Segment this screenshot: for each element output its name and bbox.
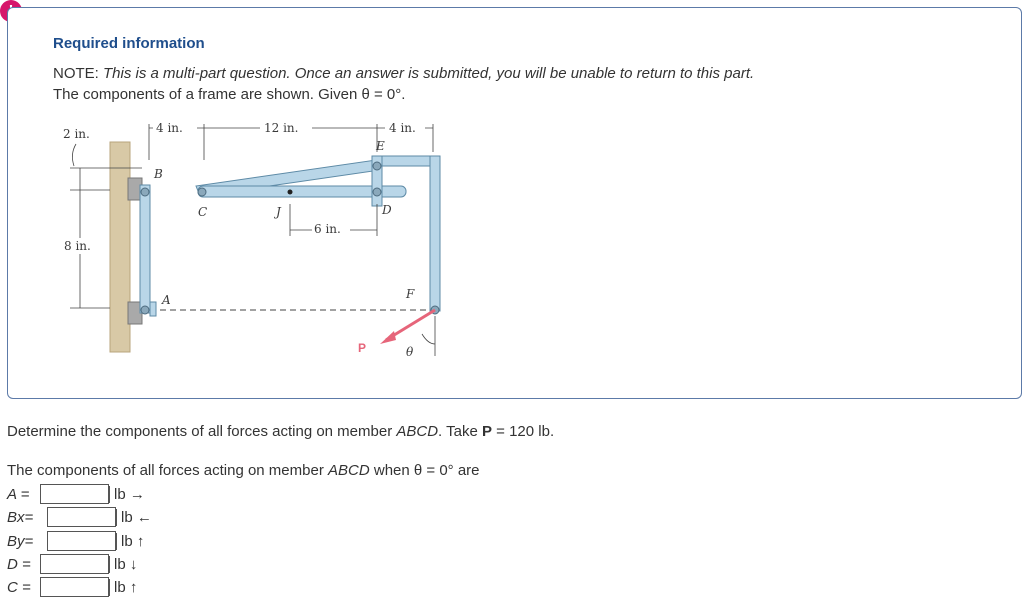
member-abcd-vertical [140, 185, 150, 313]
answer-row-C [7, 577, 207, 599]
answer-label-C: C = [7, 579, 31, 596]
answer-label-D: D = [7, 556, 31, 573]
answer-input-A[interactable] [40, 484, 109, 504]
dim-12in: 12 in. [264, 121, 299, 135]
answer-label-Bx: Bx= [7, 509, 34, 526]
label-C: C [198, 205, 208, 219]
member-ef-right [430, 156, 440, 311]
answer-unit-Bx: lb ← [116, 509, 152, 526]
answer-label-By: By= [7, 533, 34, 550]
wall [110, 142, 130, 352]
answer-row-A [7, 484, 207, 506]
answer-unit-By: lb ↑ [116, 533, 144, 550]
question-prompt [7, 423, 554, 440]
prompt-member: ABCD [396, 423, 439, 440]
note-body: This is a multi-part question. Once an answer is submitted, you will be unable to return to this part. [103, 65, 755, 82]
dim-4in-left: 4 in. [156, 121, 183, 135]
dim-2in: 2 in. [63, 127, 90, 141]
dim-6in: 6 in. [314, 222, 341, 236]
answer-input-D[interactable] [40, 554, 109, 574]
prompt-P: P [481, 423, 492, 440]
prompt-mid: . Take [438, 423, 482, 440]
answers-member: ABCD [328, 462, 370, 479]
member-af-link [150, 302, 156, 316]
answer-row-D [7, 554, 207, 576]
prompt-post: = 120 lb. [491, 423, 555, 440]
answers-post: when θ = 0° are [369, 462, 480, 479]
label-E: E [376, 139, 385, 153]
answers-pre: The components of all forces acting on member [7, 462, 328, 479]
given-text: The components of a frame are shown. Given θ = 0°. [53, 86, 406, 103]
label-D: D [382, 203, 392, 217]
answer-input-By[interactable] [47, 531, 116, 551]
frame-figure [50, 112, 470, 372]
answer-input-Bx[interactable] [47, 507, 116, 527]
answer-unit-C: lb ↑ [109, 579, 137, 596]
answer-unit-A: lb → [109, 486, 145, 503]
label-theta: θ [406, 345, 414, 359]
label-A: A [162, 293, 171, 307]
answer-row-By [7, 531, 207, 553]
answers-prompt [7, 462, 480, 479]
prompt-pre: Determine the components of all forces acting on member [7, 423, 397, 440]
label-P: P [358, 341, 367, 355]
note-text [53, 65, 754, 82]
label-F: F [406, 287, 415, 301]
answer-row-Bx [7, 507, 207, 529]
required-info-title: Required information [53, 35, 205, 52]
note-label: NOTE: [53, 65, 99, 82]
answer-label-A: A = [7, 486, 30, 503]
label-B: B [154, 167, 163, 181]
dim-8in: 8 in. [64, 239, 91, 253]
dim-4in-right: 4 in. [389, 121, 416, 135]
label-J: J [276, 205, 281, 219]
answer-input-C[interactable] [40, 577, 109, 597]
answer-unit-D: lb ↓ [109, 556, 137, 573]
